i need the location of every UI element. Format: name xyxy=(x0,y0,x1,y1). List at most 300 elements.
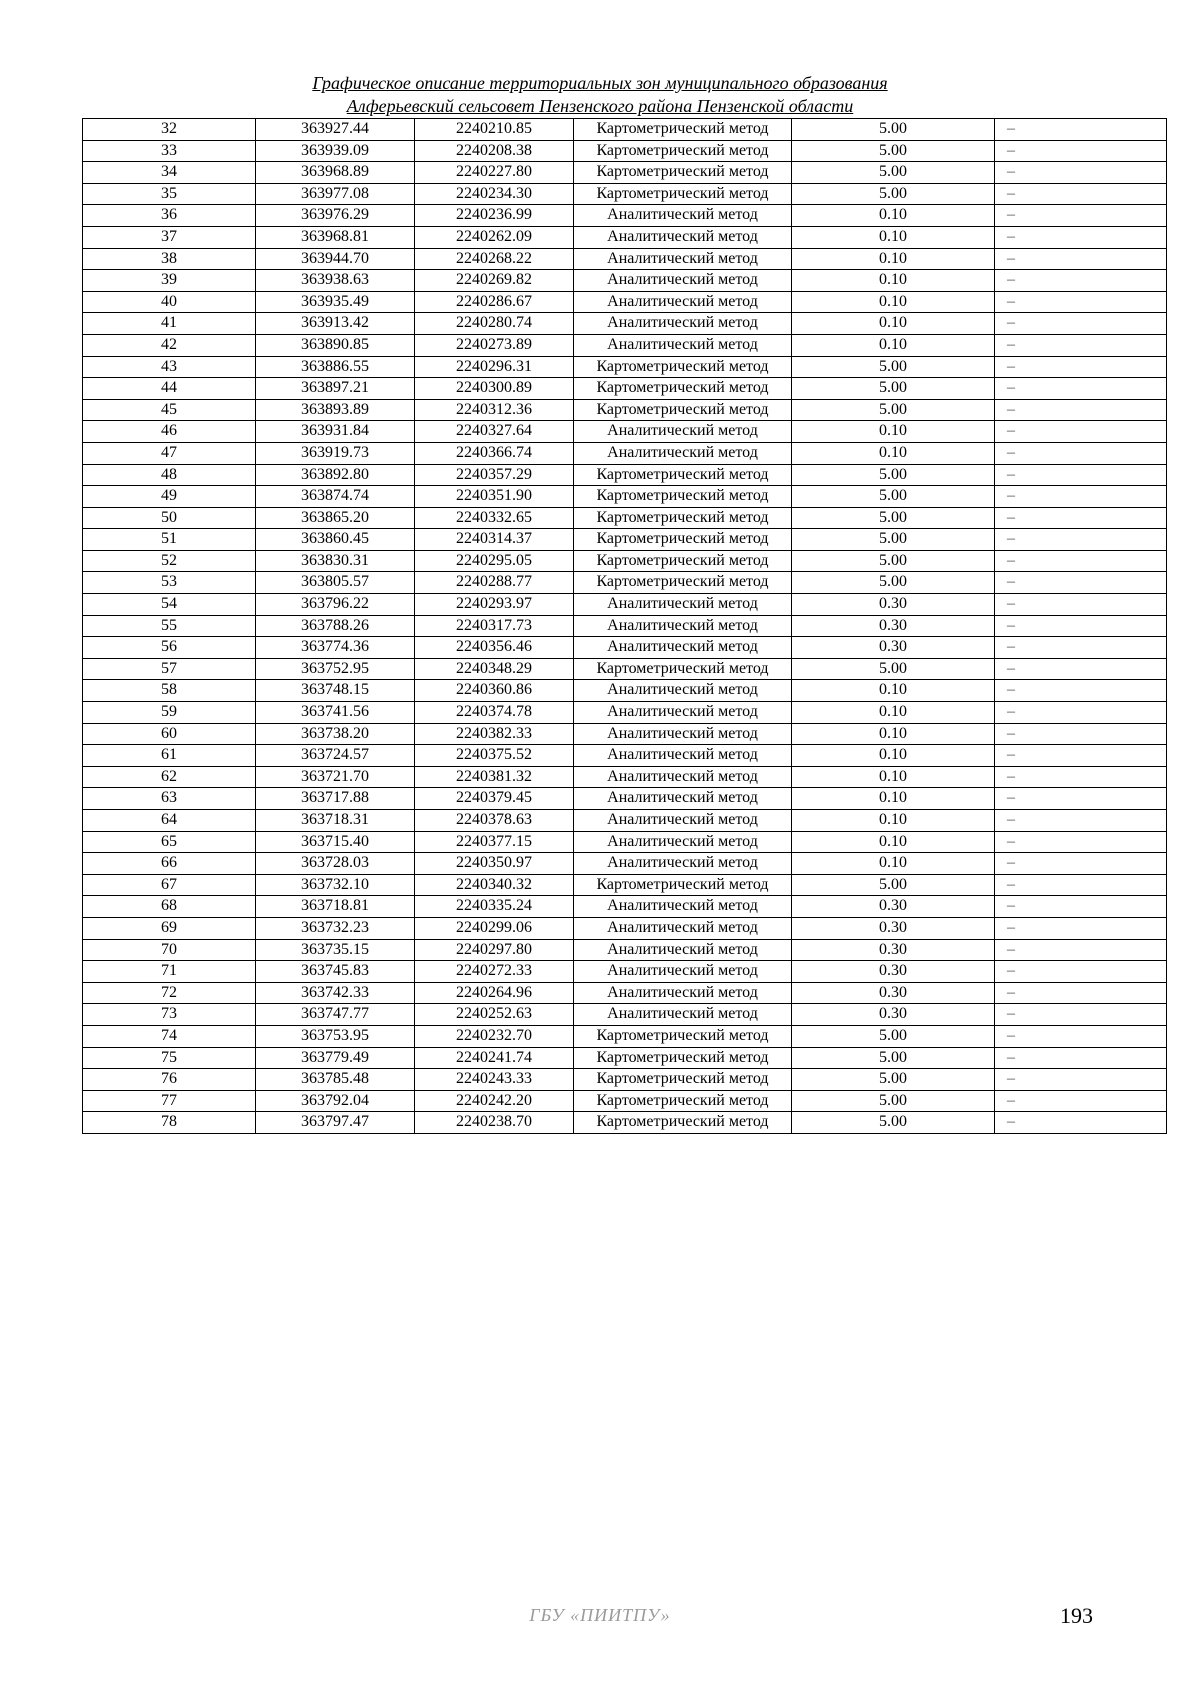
point-number-cell: 46 xyxy=(83,421,256,443)
method-cell: Картометрический метод xyxy=(574,1090,792,1112)
method-cell: Картометрический метод xyxy=(574,162,792,184)
x-coordinate-cell: 363944.70 xyxy=(256,248,415,270)
method-cell: Аналитический метод xyxy=(574,270,792,292)
x-coordinate-cell: 363774.36 xyxy=(256,637,415,659)
x-coordinate-cell: 363805.57 xyxy=(256,572,415,594)
accuracy-cell: 5.00 xyxy=(792,507,995,529)
accuracy-cell: 0.10 xyxy=(792,291,995,313)
accuracy-cell: 5.00 xyxy=(792,1112,995,1134)
accuracy-cell: 0.10 xyxy=(792,853,995,875)
method-cell: Картометрический метод xyxy=(574,140,792,162)
note-cell: – xyxy=(995,1025,1167,1047)
y-coordinate-cell: 2240264.96 xyxy=(415,982,574,1004)
note-cell: – xyxy=(995,896,1167,918)
y-coordinate-cell: 2240210.85 xyxy=(415,119,574,141)
table-row xyxy=(83,140,1167,162)
note-cell: – xyxy=(995,356,1167,378)
table-row xyxy=(83,421,1167,443)
footer-organization: ГБУ «ПИИТПУ» xyxy=(529,1605,671,1625)
table-row xyxy=(83,464,1167,486)
y-coordinate-cell: 2240366.74 xyxy=(415,442,574,464)
method-cell: Аналитический метод xyxy=(574,637,792,659)
point-number-cell: 71 xyxy=(83,961,256,983)
method-cell: Аналитический метод xyxy=(574,680,792,702)
accuracy-cell: 0.10 xyxy=(792,702,995,724)
note-cell: – xyxy=(995,810,1167,832)
accuracy-cell: 5.00 xyxy=(792,356,995,378)
point-number-cell: 55 xyxy=(83,615,256,637)
point-number-cell: 54 xyxy=(83,594,256,616)
table-row xyxy=(83,334,1167,356)
method-cell: Картометрический метод xyxy=(574,529,792,551)
accuracy-cell: 0.10 xyxy=(792,205,995,227)
accuracy-cell: 5.00 xyxy=(792,572,995,594)
note-cell: – xyxy=(995,1004,1167,1026)
x-coordinate-cell: 363732.23 xyxy=(256,917,415,939)
table-row xyxy=(83,939,1167,961)
x-coordinate-cell: 363919.73 xyxy=(256,442,415,464)
note-cell: – xyxy=(995,486,1167,508)
note-cell: – xyxy=(995,119,1167,141)
x-coordinate-cell: 363792.04 xyxy=(256,1090,415,1112)
y-coordinate-cell: 2240327.64 xyxy=(415,421,574,443)
accuracy-cell: 0.30 xyxy=(792,615,995,637)
accuracy-cell: 0.30 xyxy=(792,961,995,983)
y-coordinate-cell: 2240236.99 xyxy=(415,205,574,227)
method-cell: Аналитический метод xyxy=(574,939,792,961)
x-coordinate-cell: 363753.95 xyxy=(256,1025,415,1047)
x-coordinate-cell: 363718.81 xyxy=(256,896,415,918)
x-coordinate-cell: 363748.15 xyxy=(256,680,415,702)
note-cell: – xyxy=(995,529,1167,551)
point-number-cell: 50 xyxy=(83,507,256,529)
note-cell: – xyxy=(995,702,1167,724)
method-cell: Аналитический метод xyxy=(574,248,792,270)
point-number-cell: 32 xyxy=(83,119,256,141)
point-number-cell: 44 xyxy=(83,378,256,400)
point-number-cell: 66 xyxy=(83,853,256,875)
y-coordinate-cell: 2240243.33 xyxy=(415,1069,574,1091)
point-number-cell: 77 xyxy=(83,1090,256,1112)
accuracy-cell: 0.10 xyxy=(792,334,995,356)
point-number-cell: 48 xyxy=(83,464,256,486)
y-coordinate-cell: 2240299.06 xyxy=(415,917,574,939)
point-number-cell: 72 xyxy=(83,982,256,1004)
table-row xyxy=(83,507,1167,529)
table-row xyxy=(83,594,1167,616)
method-cell: Аналитический метод xyxy=(574,615,792,637)
table-row xyxy=(83,702,1167,724)
y-coordinate-cell: 2240273.89 xyxy=(415,334,574,356)
method-cell: Картометрический метод xyxy=(574,658,792,680)
accuracy-cell: 0.30 xyxy=(792,594,995,616)
point-number-cell: 40 xyxy=(83,291,256,313)
point-number-cell: 49 xyxy=(83,486,256,508)
point-number-cell: 43 xyxy=(83,356,256,378)
note-cell: – xyxy=(995,917,1167,939)
method-cell: Аналитический метод xyxy=(574,723,792,745)
y-coordinate-cell: 2240297.80 xyxy=(415,939,574,961)
note-cell: – xyxy=(995,183,1167,205)
x-coordinate-cell: 363968.89 xyxy=(256,162,415,184)
y-coordinate-cell: 2240335.24 xyxy=(415,896,574,918)
y-coordinate-cell: 2240314.37 xyxy=(415,529,574,551)
coordinates-table-body xyxy=(83,119,1167,1134)
y-coordinate-cell: 2240242.20 xyxy=(415,1090,574,1112)
accuracy-cell: 0.10 xyxy=(792,810,995,832)
note-cell: – xyxy=(995,637,1167,659)
table-row xyxy=(83,853,1167,875)
y-coordinate-cell: 2240332.65 xyxy=(415,507,574,529)
point-number-cell: 53 xyxy=(83,572,256,594)
x-coordinate-cell: 363742.33 xyxy=(256,982,415,1004)
x-coordinate-cell: 363797.47 xyxy=(256,1112,415,1134)
y-coordinate-cell: 2240300.89 xyxy=(415,378,574,400)
accuracy-cell: 0.30 xyxy=(792,896,995,918)
note-cell: – xyxy=(995,572,1167,594)
x-coordinate-cell: 363968.81 xyxy=(256,226,415,248)
note-cell: – xyxy=(995,788,1167,810)
table-row xyxy=(83,572,1167,594)
y-coordinate-cell: 2240312.36 xyxy=(415,399,574,421)
table-row xyxy=(83,982,1167,1004)
method-cell: Аналитический метод xyxy=(574,766,792,788)
x-coordinate-cell: 363976.29 xyxy=(256,205,415,227)
method-cell: Аналитический метод xyxy=(574,961,792,983)
method-cell: Аналитический метод xyxy=(574,982,792,1004)
table-row xyxy=(83,658,1167,680)
table-row xyxy=(83,680,1167,702)
y-coordinate-cell: 2240374.78 xyxy=(415,702,574,724)
table-row xyxy=(83,1112,1167,1134)
note-cell: – xyxy=(995,421,1167,443)
x-coordinate-cell: 363796.22 xyxy=(256,594,415,616)
x-coordinate-cell: 363721.70 xyxy=(256,766,415,788)
accuracy-cell: 0.30 xyxy=(792,1004,995,1026)
method-cell: Картометрический метод xyxy=(574,874,792,896)
method-cell: Картометрический метод xyxy=(574,356,792,378)
table-row xyxy=(83,1090,1167,1112)
table-row xyxy=(83,550,1167,572)
y-coordinate-cell: 2240234.30 xyxy=(415,183,574,205)
accuracy-cell: 0.10 xyxy=(792,723,995,745)
method-cell: Картометрический метод xyxy=(574,183,792,205)
note-cell: – xyxy=(995,162,1167,184)
y-coordinate-cell: 2240382.33 xyxy=(415,723,574,745)
accuracy-cell: 5.00 xyxy=(792,140,995,162)
note-cell: – xyxy=(995,961,1167,983)
accuracy-cell: 5.00 xyxy=(792,399,995,421)
accuracy-cell: 5.00 xyxy=(792,162,995,184)
point-number-cell: 41 xyxy=(83,313,256,335)
x-coordinate-cell: 363788.26 xyxy=(256,615,415,637)
x-coordinate-cell: 363860.45 xyxy=(256,529,415,551)
note-cell: – xyxy=(995,831,1167,853)
y-coordinate-cell: 2240272.33 xyxy=(415,961,574,983)
accuracy-cell: 5.00 xyxy=(792,550,995,572)
table-row xyxy=(83,896,1167,918)
table-row xyxy=(83,270,1167,292)
note-cell: – xyxy=(995,1112,1167,1134)
x-coordinate-cell: 363897.21 xyxy=(256,378,415,400)
accuracy-cell: 0.10 xyxy=(792,766,995,788)
point-number-cell: 56 xyxy=(83,637,256,659)
x-coordinate-cell: 363741.56 xyxy=(256,702,415,724)
table-row xyxy=(83,810,1167,832)
accuracy-cell: 0.10 xyxy=(792,226,995,248)
x-coordinate-cell: 363752.95 xyxy=(256,658,415,680)
method-cell: Аналитический метод xyxy=(574,226,792,248)
note-cell: – xyxy=(995,291,1167,313)
point-number-cell: 67 xyxy=(83,874,256,896)
x-coordinate-cell: 363728.03 xyxy=(256,853,415,875)
method-cell: Картометрический метод xyxy=(574,572,792,594)
table-row xyxy=(83,1025,1167,1047)
y-coordinate-cell: 2240377.15 xyxy=(415,831,574,853)
x-coordinate-cell: 363830.31 xyxy=(256,550,415,572)
accuracy-cell: 0.10 xyxy=(792,680,995,702)
point-number-cell: 45 xyxy=(83,399,256,421)
x-coordinate-cell: 363718.31 xyxy=(256,810,415,832)
point-number-cell: 34 xyxy=(83,162,256,184)
accuracy-cell: 0.30 xyxy=(792,917,995,939)
y-coordinate-cell: 2240293.97 xyxy=(415,594,574,616)
note-cell: – xyxy=(995,399,1167,421)
table-row xyxy=(83,961,1167,983)
method-cell: Аналитический метод xyxy=(574,594,792,616)
table-row xyxy=(83,874,1167,896)
note-cell: – xyxy=(995,874,1167,896)
note-cell: – xyxy=(995,1069,1167,1091)
method-cell: Картометрический метод xyxy=(574,507,792,529)
point-number-cell: 68 xyxy=(83,896,256,918)
y-coordinate-cell: 2240252.63 xyxy=(415,1004,574,1026)
note-cell: – xyxy=(995,1090,1167,1112)
accuracy-cell: 5.00 xyxy=(792,658,995,680)
point-number-cell: 62 xyxy=(83,766,256,788)
accuracy-cell: 0.30 xyxy=(792,637,995,659)
x-coordinate-cell: 363747.77 xyxy=(256,1004,415,1026)
x-coordinate-cell: 363874.74 xyxy=(256,486,415,508)
table-row xyxy=(83,378,1167,400)
note-cell: – xyxy=(995,1047,1167,1069)
table-row xyxy=(83,162,1167,184)
y-coordinate-cell: 2240378.63 xyxy=(415,810,574,832)
x-coordinate-cell: 363931.84 xyxy=(256,421,415,443)
y-coordinate-cell: 2240356.46 xyxy=(415,637,574,659)
table-row xyxy=(83,529,1167,551)
note-cell: – xyxy=(995,939,1167,961)
table-row xyxy=(83,313,1167,335)
method-cell: Аналитический метод xyxy=(574,442,792,464)
table-row xyxy=(83,205,1167,227)
x-coordinate-cell: 363785.48 xyxy=(256,1069,415,1091)
point-number-cell: 37 xyxy=(83,226,256,248)
table-row xyxy=(83,486,1167,508)
table-row xyxy=(83,723,1167,745)
accuracy-cell: 5.00 xyxy=(792,874,995,896)
table-row xyxy=(83,291,1167,313)
x-coordinate-cell: 363935.49 xyxy=(256,291,415,313)
table-row xyxy=(83,399,1167,421)
y-coordinate-cell: 2240351.90 xyxy=(415,486,574,508)
point-number-cell: 78 xyxy=(83,1112,256,1134)
x-coordinate-cell: 363715.40 xyxy=(256,831,415,853)
y-coordinate-cell: 2240295.05 xyxy=(415,550,574,572)
point-number-cell: 75 xyxy=(83,1047,256,1069)
method-cell: Картометрический метод xyxy=(574,1069,792,1091)
point-number-cell: 70 xyxy=(83,939,256,961)
note-cell: – xyxy=(995,270,1167,292)
x-coordinate-cell: 363927.44 xyxy=(256,119,415,141)
x-coordinate-cell: 363893.89 xyxy=(256,399,415,421)
point-number-cell: 59 xyxy=(83,702,256,724)
x-coordinate-cell: 363938.63 xyxy=(256,270,415,292)
table-row xyxy=(83,119,1167,141)
y-coordinate-cell: 2240286.67 xyxy=(415,291,574,313)
note-cell: – xyxy=(995,680,1167,702)
page-number: 193 xyxy=(1060,1603,1093,1628)
point-number-cell: 51 xyxy=(83,529,256,551)
method-cell: Аналитический метод xyxy=(574,745,792,767)
note-cell: – xyxy=(995,982,1167,1004)
accuracy-cell: 5.00 xyxy=(792,1047,995,1069)
note-cell: – xyxy=(995,723,1167,745)
table-row xyxy=(83,356,1167,378)
accuracy-cell: 5.00 xyxy=(792,1069,995,1091)
table-row xyxy=(83,1069,1167,1091)
accuracy-cell: 0.10 xyxy=(792,831,995,853)
y-coordinate-cell: 2240268.22 xyxy=(415,248,574,270)
y-coordinate-cell: 2240227.80 xyxy=(415,162,574,184)
accuracy-cell: 0.10 xyxy=(792,313,995,335)
note-cell: – xyxy=(995,594,1167,616)
x-coordinate-cell: 363745.83 xyxy=(256,961,415,983)
method-cell: Аналитический метод xyxy=(574,702,792,724)
x-coordinate-cell: 363890.85 xyxy=(256,334,415,356)
table-row xyxy=(83,766,1167,788)
accuracy-cell: 5.00 xyxy=(792,119,995,141)
method-cell: Аналитический метод xyxy=(574,291,792,313)
note-cell: – xyxy=(995,464,1167,486)
y-coordinate-cell: 2240269.82 xyxy=(415,270,574,292)
table-row xyxy=(83,615,1167,637)
accuracy-cell: 0.10 xyxy=(792,421,995,443)
point-number-cell: 42 xyxy=(83,334,256,356)
x-coordinate-cell: 363732.10 xyxy=(256,874,415,896)
y-coordinate-cell: 2240379.45 xyxy=(415,788,574,810)
table-row xyxy=(83,183,1167,205)
method-cell: Аналитический метод xyxy=(574,313,792,335)
method-cell: Аналитический метод xyxy=(574,788,792,810)
y-coordinate-cell: 2240262.09 xyxy=(415,226,574,248)
method-cell: Картометрический метод xyxy=(574,1112,792,1134)
coordinates-table xyxy=(82,118,1167,1134)
note-cell: – xyxy=(995,334,1167,356)
x-coordinate-cell: 363913.42 xyxy=(256,313,415,335)
point-number-cell: 74 xyxy=(83,1025,256,1047)
note-cell: – xyxy=(995,378,1167,400)
y-coordinate-cell: 2240381.32 xyxy=(415,766,574,788)
point-number-cell: 69 xyxy=(83,917,256,939)
y-coordinate-cell: 2240317.73 xyxy=(415,615,574,637)
accuracy-cell: 0.30 xyxy=(792,982,995,1004)
x-coordinate-cell: 363939.09 xyxy=(256,140,415,162)
point-number-cell: 63 xyxy=(83,788,256,810)
point-number-cell: 47 xyxy=(83,442,256,464)
accuracy-cell: 0.10 xyxy=(792,248,995,270)
accuracy-cell: 5.00 xyxy=(792,486,995,508)
accuracy-cell: 5.00 xyxy=(792,1090,995,1112)
x-coordinate-cell: 363779.49 xyxy=(256,1047,415,1069)
note-cell: – xyxy=(995,658,1167,680)
note-cell: – xyxy=(995,766,1167,788)
method-cell: Картометрический метод xyxy=(574,378,792,400)
accuracy-cell: 5.00 xyxy=(792,529,995,551)
method-cell: Аналитический метод xyxy=(574,334,792,356)
point-number-cell: 57 xyxy=(83,658,256,680)
document-header-line-2: Алферьевский сельсовет Пензенского района Пензенской области xyxy=(346,96,854,116)
note-cell: – xyxy=(995,745,1167,767)
x-coordinate-cell: 363738.20 xyxy=(256,723,415,745)
method-cell: Аналитический метод xyxy=(574,853,792,875)
y-coordinate-cell: 2240280.74 xyxy=(415,313,574,335)
y-coordinate-cell: 2240288.77 xyxy=(415,572,574,594)
note-cell: – xyxy=(995,550,1167,572)
point-number-cell: 73 xyxy=(83,1004,256,1026)
y-coordinate-cell: 2240232.70 xyxy=(415,1025,574,1047)
x-coordinate-cell: 363735.15 xyxy=(256,939,415,961)
table-row xyxy=(83,226,1167,248)
x-coordinate-cell: 363865.20 xyxy=(256,507,415,529)
table-row xyxy=(83,788,1167,810)
method-cell: Аналитический метод xyxy=(574,1004,792,1026)
method-cell: Картометрический метод xyxy=(574,399,792,421)
note-cell: – xyxy=(995,226,1167,248)
document-header-line-1: Графическое описание территориальных зон муниципального образования xyxy=(312,73,888,93)
method-cell: Аналитический метод xyxy=(574,896,792,918)
note-cell: – xyxy=(995,507,1167,529)
method-cell: Картометрический метод xyxy=(574,1047,792,1069)
method-cell: Картометрический метод xyxy=(574,119,792,141)
y-coordinate-cell: 2240360.86 xyxy=(415,680,574,702)
note-cell: – xyxy=(995,442,1167,464)
accuracy-cell: 0.10 xyxy=(792,745,995,767)
method-cell: Аналитический метод xyxy=(574,810,792,832)
x-coordinate-cell: 363717.88 xyxy=(256,788,415,810)
method-cell: Картометрический метод xyxy=(574,550,792,572)
note-cell: – xyxy=(995,615,1167,637)
point-number-cell: 65 xyxy=(83,831,256,853)
note-cell: – xyxy=(995,248,1167,270)
x-coordinate-cell: 363892.80 xyxy=(256,464,415,486)
table-row xyxy=(83,248,1167,270)
accuracy-cell: 5.00 xyxy=(792,378,995,400)
table-row xyxy=(83,831,1167,853)
point-number-cell: 61 xyxy=(83,745,256,767)
note-cell: – xyxy=(995,313,1167,335)
point-number-cell: 52 xyxy=(83,550,256,572)
point-number-cell: 35 xyxy=(83,183,256,205)
point-number-cell: 64 xyxy=(83,810,256,832)
y-coordinate-cell: 2240296.31 xyxy=(415,356,574,378)
note-cell: – xyxy=(995,140,1167,162)
point-number-cell: 36 xyxy=(83,205,256,227)
y-coordinate-cell: 2240357.29 xyxy=(415,464,574,486)
x-coordinate-cell: 363977.08 xyxy=(256,183,415,205)
y-coordinate-cell: 2240208.38 xyxy=(415,140,574,162)
y-coordinate-cell: 2240340.32 xyxy=(415,874,574,896)
